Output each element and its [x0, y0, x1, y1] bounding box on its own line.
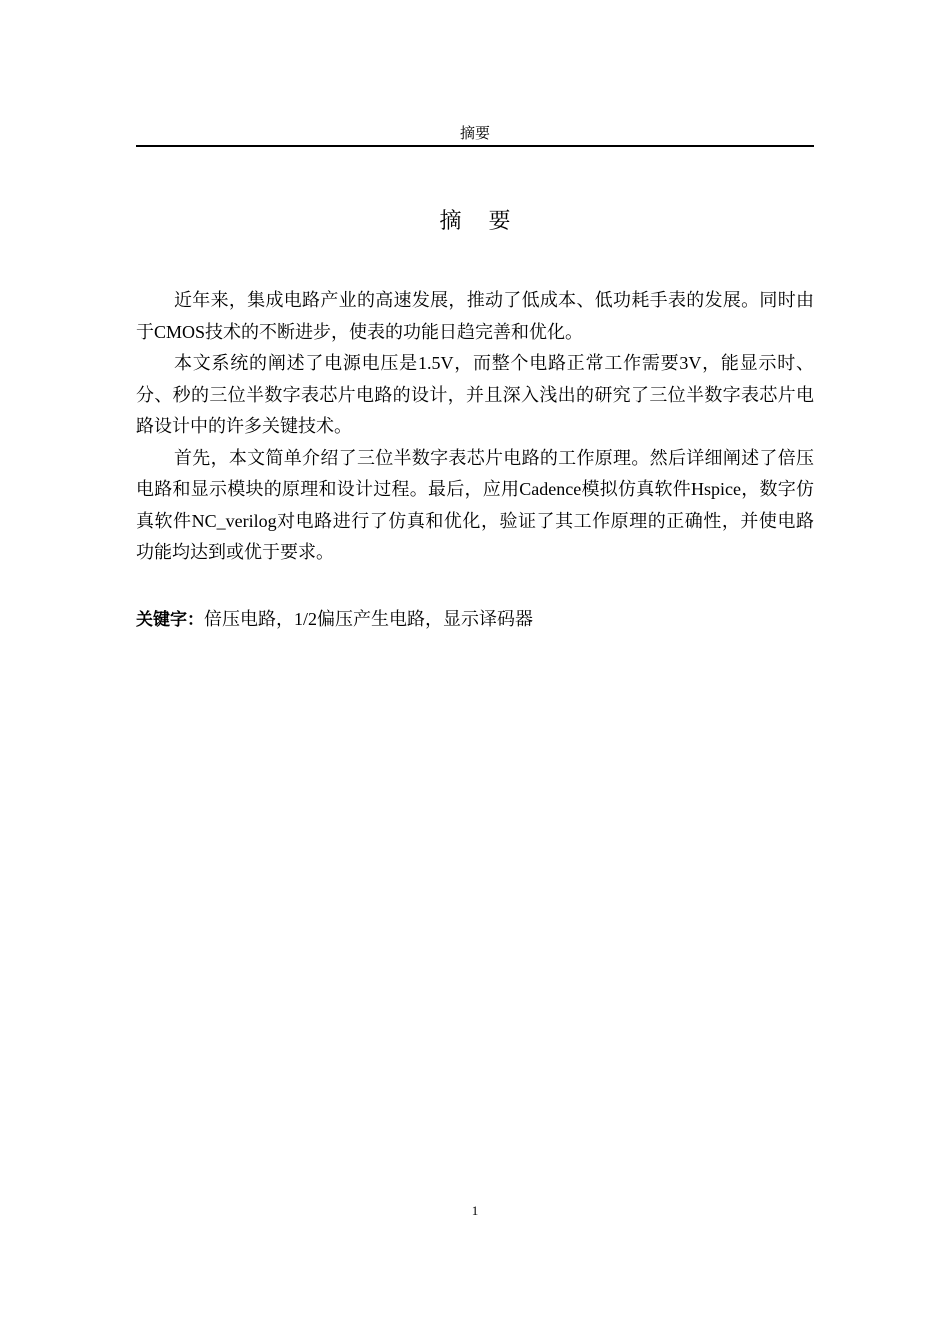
running-header: 摘要 [459, 126, 490, 142]
header-rule [136, 145, 814, 147]
abstract-title: 摘 要 [439, 209, 521, 234]
page-number: 1 [471, 1203, 479, 1218]
keywords-text: 倍压电路，1/2偏压产生电路，显示译码器 [204, 609, 533, 629]
abstract-paragraph-1: 近年来，集成电路产业的高速发展，推动了低成本、低功耗手表的发展。同时由于CMOS技术的不断进步，使表的功能日趋完善和优化。 [136, 290, 814, 342]
abstract-paragraph-3: 首先，本文简单介绍了三位半数字表芯片电路的工作原理。然后详细阐述了倍压电路和显示模块的原理和设计过程。最后，应用Cadence模拟仿真软件Hspice，数字仿真软件NC_verilog对电路进行了仿真和优化，验证了其工作原理的正确性，并使电路功能均达到或优于要求。 [136, 447, 814, 562]
keywords-label: 关键字： [136, 610, 204, 630]
keywords-line [136, 604, 814, 636]
abstract-body [136, 285, 814, 569]
abstract-paragraph-2: 本文系统的阐述了电源电压是1.5V，而整个电路正常工作需要3V，能显示时、分、秒的三位半数字表芯片电路的设计，并且深入浅出的研究了三位半数字表芯片电路设计中的许多关键技术。 [136, 353, 814, 436]
